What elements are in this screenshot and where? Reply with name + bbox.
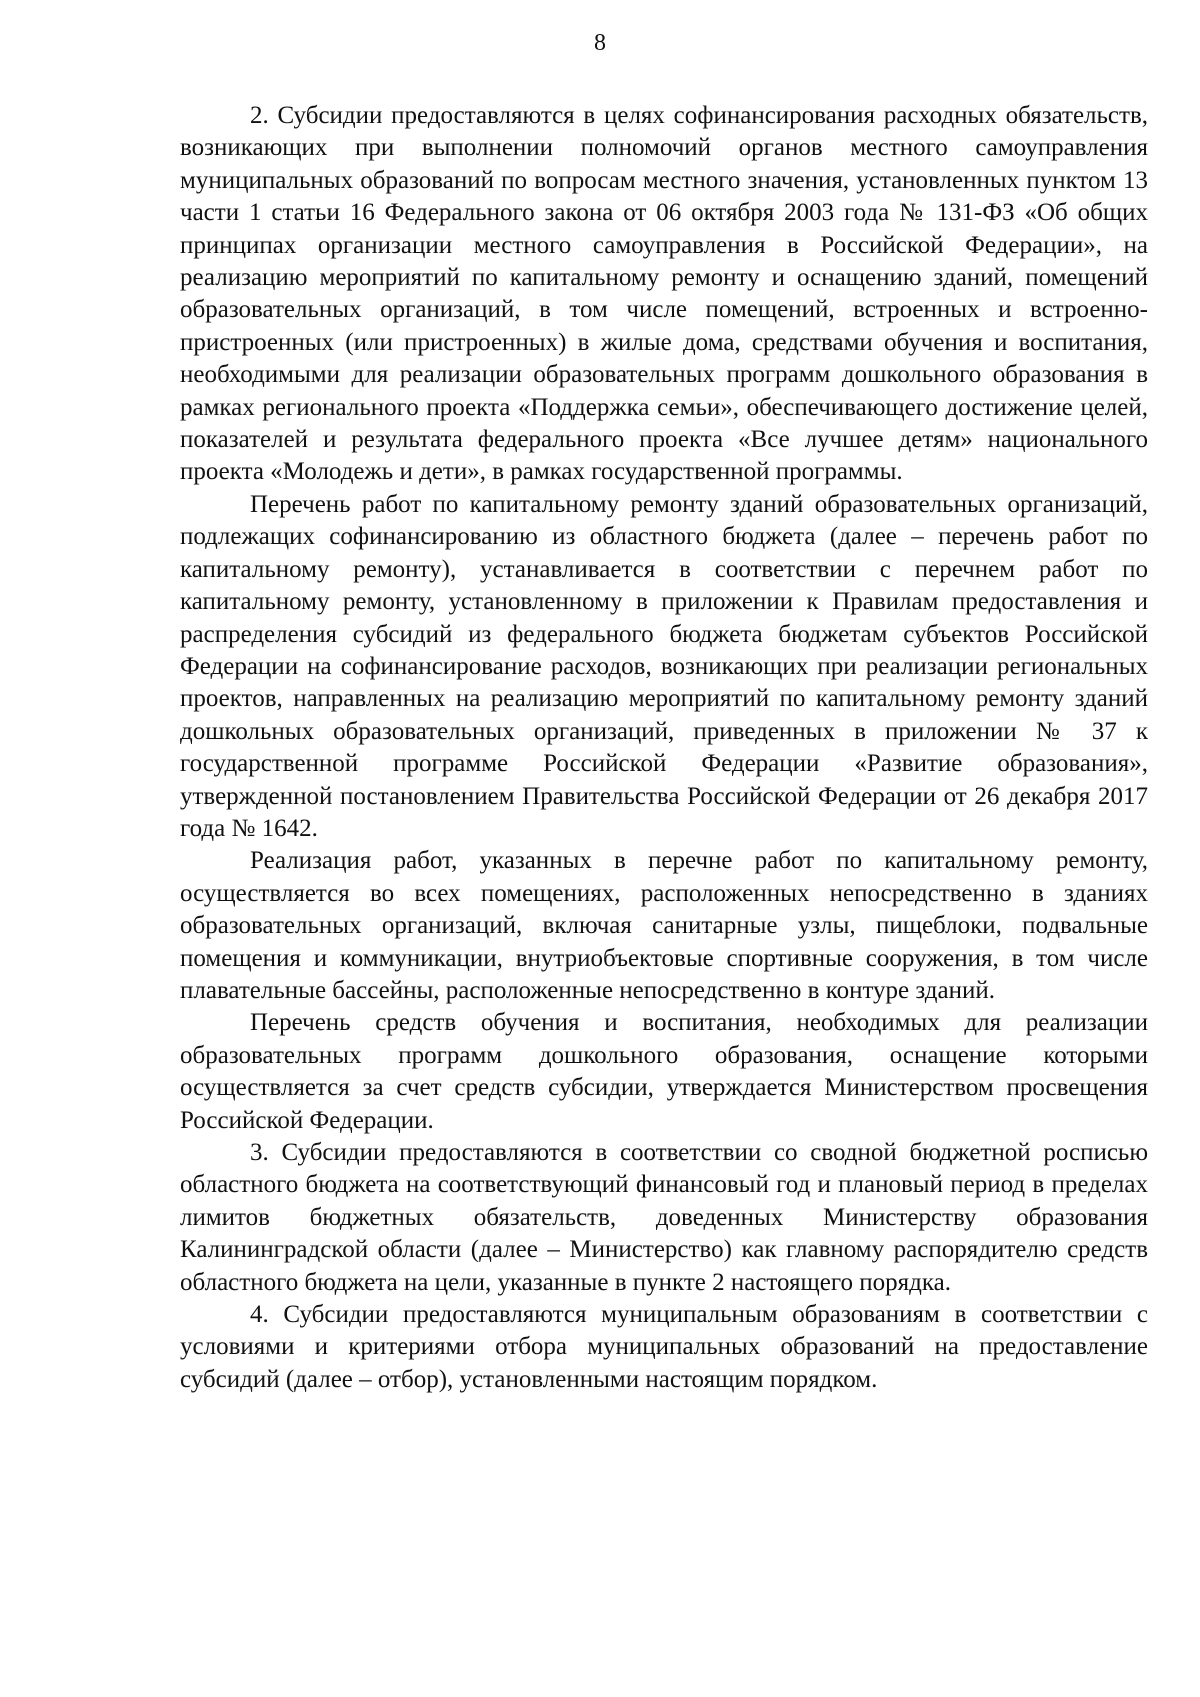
page-number: 8 — [594, 30, 606, 56]
paragraph-works-implementation: Реализация работ, указанных в перечне работ по капитальному ремонту, осуществляется во всех помещениях, расположенных непосредственно в зданиях образовательных организаций, включая санитарные узлы, пищеблоки, подвальные помещения и коммуникации, внутриобъектовые спортивные сооружения, в том числе плавательные бассейны, расположенные непосредственно в контуре зданий. — [180, 847, 1148, 1004]
paragraph-capital-repair-list: Перечень работ по капитальному ремонту зданий образовательных организаций, подлежащих софинансированию из областного бюджета (далее – перечень работ по капитальному ремонту), устанавливается в соответствии с перечнем работ по капитальному ремонту, установленному в приложении к Правилам предоставления и распределения субсидий из федерального бюджета бюджетам субъектов Российской Федерации на софинансирование расходов, возникающих при реализации региональных проектов, направленных на реализацию мероприятий по капитальному ремонту зданий дошкольных образовательных организаций, приведенных в приложении № 37 к государственной программе Российской Федерации «Развитие образования», утвержденной постановлением Правительства Российской Федерации от 26 декабря 2017 года № 1642. — [180, 490, 1148, 842]
paragraph-education-tools-list: Перечень средств обучения и воспитания, необходимых для реализации образовательных программ дошкольного образования, оснащение которыми осуществляется за счет средств субсидии, утверждается Министерством просвещения Российской Федерации. — [180, 1009, 1148, 1134]
paragraph-item-2: 2. Субсидии предоставляются в целях софинансирования расходных обязательств, возникающих при выполнении полномочий органов местного самоуправления муниципальных образований по вопросам местного значения, установленных пунктом 13 части 1 статьи 16 Федерального закона от 06 октября 2003 года № 131-ФЗ «Об общих принципах организации местного самоуправления в Российской Федерации», на реализацию мероприятий по капитальному ремонту и оснащению зданий, помещений образовательных организаций, в том числе помещений, встроенных и встроенно-пристроенных (или пристроенных) в жилые дома, средствами обучения и воспитания, необходимыми для реализации образовательных программ дошкольного образования в рамках регионального проекта «Поддержка семьи», обеспечивающего достижение целей, показателей и результата федерального проекта «Все лучшее детям» национального проекта «Молодежь и дети», в рамках государственной программы. — [180, 102, 1148, 486]
paragraph-item-3: 3. Субсидии предоставляются в соответствии со сводной бюджетной росписью областного бюджета на соответствующий финансовый год и плановый период в пределах лимитов бюджетных обязательств, доведенных Министерству образования Калининградской области (далее – Министерство) как главному распорядителю средств областного бюджета на цели, указанные в пункте 2 настоящего порядка. — [180, 1139, 1148, 1296]
paragraph-item-4: 4. Субсидии предоставляются муниципальным образованиям в соответствии с условиями и критериями отбора муниципальных образований на предоставление субсидий (далее – отбор), установленными настоящим порядком. — [180, 1301, 1148, 1393]
document-body — [180, 100, 1148, 1396]
